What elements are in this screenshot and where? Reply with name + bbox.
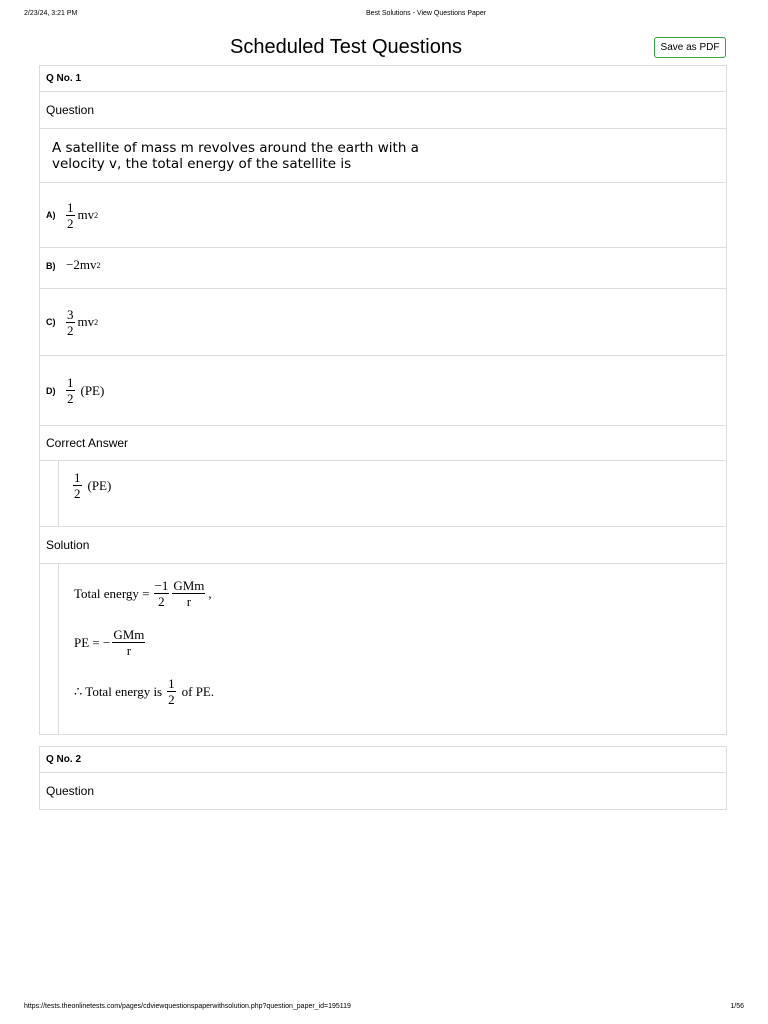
question-text-line: velocity v, the total energy of the satellite is <box>52 156 352 172</box>
fraction <box>167 676 176 707</box>
fraction-denominator: 2 <box>67 215 74 231</box>
fraction <box>154 578 170 609</box>
fraction-denominator: 2 <box>158 594 165 609</box>
question-number: Q No. 2 <box>40 747 726 773</box>
fraction-denominator: r <box>126 643 132 658</box>
question-label: Question <box>40 92 726 129</box>
formula-coefficient: −2 <box>66 257 80 272</box>
formula-term: (PE) <box>80 382 105 398</box>
print-header <box>0 10 768 22</box>
question-text-line: A satellite of mass m revolves around the earth with a <box>52 140 419 156</box>
fraction <box>66 375 75 406</box>
question-number: Q No. 1 <box>40 66 726 92</box>
solution-text: , <box>208 585 212 601</box>
option-letter: A) <box>46 210 56 220</box>
fraction-numerator: 1 <box>67 199 74 215</box>
option-d[interactable] <box>40 356 726 426</box>
option-c[interactable] <box>40 289 726 356</box>
fraction-numerator: 1 <box>67 375 74 390</box>
solution-line-1 <box>74 578 212 609</box>
option-formula <box>66 257 100 273</box>
fraction <box>172 578 205 609</box>
option-letter: C) <box>46 317 56 327</box>
option-letter: B) <box>46 261 56 271</box>
formula-term: mv <box>77 314 95 329</box>
option-formula <box>66 200 98 231</box>
option-b[interactable] <box>40 248 726 289</box>
solution-text: ∴ Total energy is <box>74 683 163 699</box>
correct-answer-label: Correct Answer <box>40 426 726 461</box>
fraction-denominator: 2 <box>67 322 74 338</box>
fraction <box>73 470 82 501</box>
save-as-pdf-button[interactable]: Save as PDF <box>654 37 726 58</box>
solution-text: Total energy = <box>74 585 150 601</box>
fraction-numerator: 1 <box>74 470 81 485</box>
fraction-numerator: GMm <box>113 627 145 642</box>
fraction <box>66 307 75 338</box>
formula-exponent: 2 <box>94 317 99 327</box>
fraction-denominator: r <box>186 594 192 609</box>
option-letter: D) <box>46 385 56 396</box>
option-formula <box>66 375 104 406</box>
solution-text: of PE. <box>181 683 215 699</box>
print-datetime: 2/23/24, 3:21 PM <box>24 10 78 17</box>
question-card-2 <box>39 746 727 810</box>
solution-text: PE = − <box>74 634 111 650</box>
correct-answer-formula <box>73 470 111 501</box>
fraction <box>66 200 75 231</box>
question-text <box>40 129 726 183</box>
fraction <box>112 627 145 658</box>
fraction-numerator: GMm <box>173 578 205 593</box>
correct-answer <box>40 461 726 527</box>
question-label: Question <box>46 784 95 798</box>
print-url: https://tests.theonlinetests.com/pages/cdviewquestionspaperwithsolution.php?question_paper_id=195119 <box>24 1003 351 1010</box>
fraction-numerator: 3 <box>67 306 74 322</box>
option-a[interactable] <box>40 183 726 248</box>
solution-line-2 <box>74 627 148 658</box>
formula-term: (PE) <box>87 477 112 493</box>
page-title: Scheduled Test Questions <box>229 36 462 58</box>
formula-exponent: 2 <box>94 210 99 220</box>
formula-exponent: 2 <box>96 260 101 270</box>
fraction-denominator: 2 <box>74 486 81 501</box>
question-card-1 <box>39 65 727 735</box>
fraction-numerator: −1 <box>154 578 169 593</box>
print-doc-title: Best Solutions - View Questions Paper <box>365 10 487 17</box>
solution-label: Solution <box>40 527 726 564</box>
solution-content <box>40 564 726 734</box>
option-formula <box>66 307 98 338</box>
solution-line-3 <box>74 676 214 707</box>
page-number: 1/56 <box>730 1003 744 1010</box>
formula-term: mv <box>77 207 95 222</box>
fraction-denominator: 2 <box>67 391 74 406</box>
fraction-numerator: 1 <box>168 676 175 691</box>
formula-term: mv <box>79 257 97 272</box>
fraction-denominator: 2 <box>168 692 175 707</box>
